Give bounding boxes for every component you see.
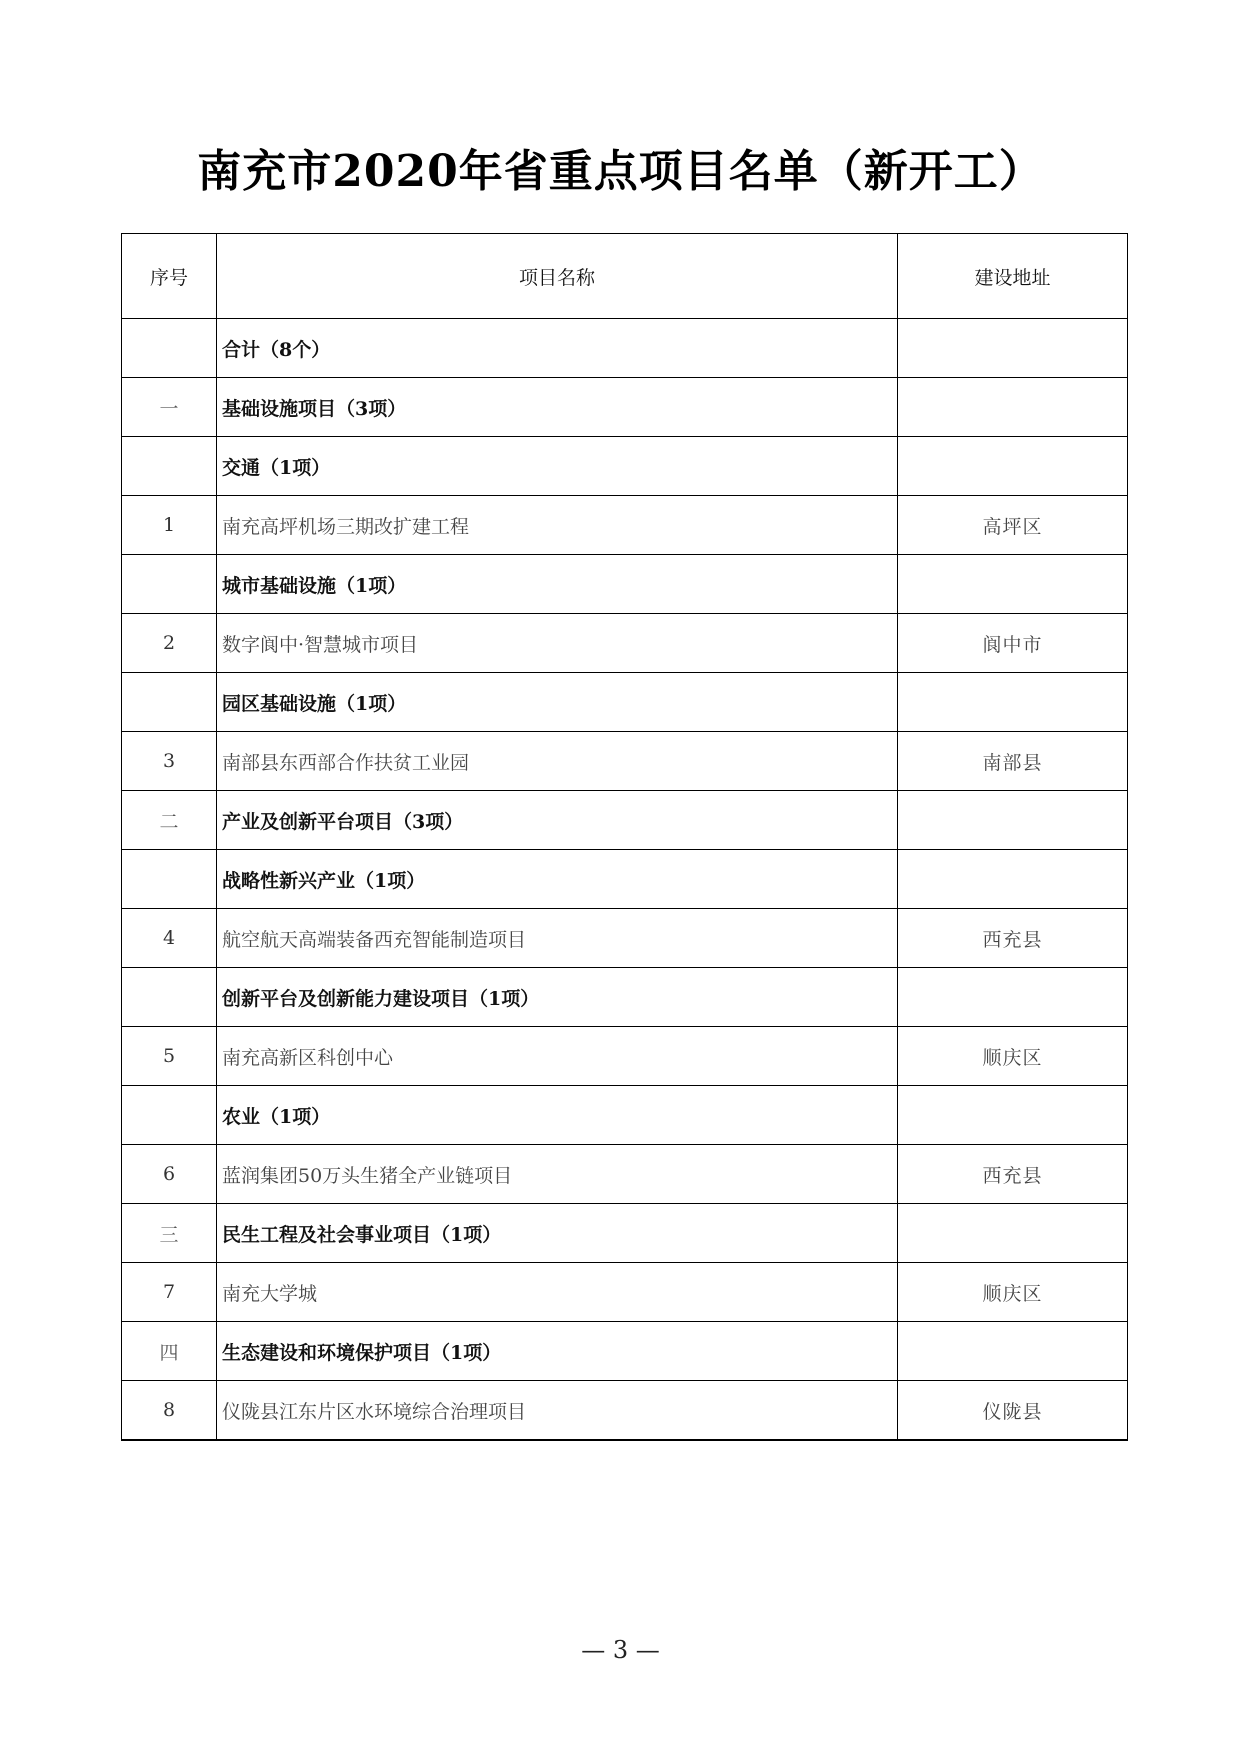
table-row-subcategory	[122, 850, 1128, 909]
cell-project-name: 创新平台及创新能力建设项目（1项）	[217, 968, 898, 1027]
cell-location: 西充县	[898, 1145, 1128, 1204]
cell-project-name: 城市基础设施（1项）	[217, 555, 898, 614]
cell-location	[898, 1322, 1128, 1381]
cell-serial-number: 一	[122, 378, 217, 437]
cell-project-name: 蓝润集团50万头生猪全产业链项目	[217, 1145, 898, 1204]
cell-project-name: 南充高坪机场三期改扩建工程	[217, 496, 898, 555]
cell-project-name: 南充大学城	[217, 1263, 898, 1322]
cell-serial-number: 7	[122, 1263, 217, 1322]
cell-project-name: 南部县东西部合作扶贫工业园	[217, 732, 898, 791]
cell-serial-number	[122, 1086, 217, 1145]
cell-project-name: 民生工程及社会事业项目（1项）	[217, 1204, 898, 1263]
cell-location	[898, 968, 1128, 1027]
cell-serial-number: 二	[122, 791, 217, 850]
cell-location: 西充县	[898, 909, 1128, 968]
cell-project-name: 园区基础设施（1项）	[217, 673, 898, 732]
cell-serial-number: 2	[122, 614, 217, 673]
cell-serial-number	[122, 968, 217, 1027]
table-row	[122, 1145, 1128, 1204]
cell-serial-number: 3	[122, 732, 217, 791]
cell-location	[898, 555, 1128, 614]
cell-location: 南部县	[898, 732, 1128, 791]
header-serial-number: 序号	[122, 234, 217, 319]
table-row-subcategory	[122, 968, 1128, 1027]
cell-serial-number: 6	[122, 1145, 217, 1204]
project-table	[121, 233, 1128, 1441]
cell-serial-number	[122, 319, 217, 378]
cell-project-name: 仪陇县江东片区水环境综合治理项目	[217, 1381, 898, 1441]
cell-project-name: 数字阆中·智慧城市项目	[217, 614, 898, 673]
cell-project-name: 战略性新兴产业（1项）	[217, 850, 898, 909]
cell-serial-number: 1	[122, 496, 217, 555]
table-header-row	[122, 234, 1128, 319]
cell-serial-number	[122, 437, 217, 496]
cell-serial-number: 三	[122, 1204, 217, 1263]
cell-location	[898, 673, 1128, 732]
table-row-category	[122, 378, 1128, 437]
header-location: 建设地址	[898, 234, 1128, 319]
page-number: — 3 —	[581, 1636, 660, 1664]
cell-location	[898, 1204, 1128, 1263]
cell-project-name: 航空航天高端装备西充智能制造项目	[217, 909, 898, 968]
table-row	[122, 909, 1128, 968]
cell-serial-number	[122, 555, 217, 614]
cell-project-name: 生态建设和环境保护项目（1项）	[217, 1322, 898, 1381]
table-row-subcategory	[122, 555, 1128, 614]
table-row-category	[122, 1322, 1128, 1381]
cell-location: 顺庆区	[898, 1263, 1128, 1322]
table-row-subcategory	[122, 1086, 1128, 1145]
table-row	[122, 496, 1128, 555]
table-row-category	[122, 791, 1128, 850]
cell-project-name: 基础设施项目（3项）	[217, 378, 898, 437]
cell-serial-number: 四	[122, 1322, 217, 1381]
cell-serial-number	[122, 673, 217, 732]
cell-location: 阆中市	[898, 614, 1128, 673]
cell-location: 顺庆区	[898, 1027, 1128, 1086]
cell-project-name: 南充高新区科创中心	[217, 1027, 898, 1086]
table-row	[122, 732, 1128, 791]
table-row	[122, 1381, 1128, 1441]
cell-location	[898, 319, 1128, 378]
cell-serial-number: 4	[122, 909, 217, 968]
cell-location	[898, 437, 1128, 496]
table-row-subcategory	[122, 437, 1128, 496]
table-row	[122, 614, 1128, 673]
table-row	[122, 1263, 1128, 1322]
cell-project-name: 农业（1项）	[217, 1086, 898, 1145]
cell-location	[898, 1086, 1128, 1145]
cell-serial-number: 5	[122, 1027, 217, 1086]
cell-project-name: 合计（8个）	[217, 319, 898, 378]
header-project-name: 项目名称	[217, 234, 898, 319]
cell-location	[898, 791, 1128, 850]
cell-location	[898, 378, 1128, 437]
cell-location: 仪陇县	[898, 1381, 1128, 1441]
table-row-total	[122, 319, 1128, 378]
cell-location: 高坪区	[898, 496, 1128, 555]
cell-project-name: 交通（1项）	[217, 437, 898, 496]
cell-location	[898, 850, 1128, 909]
cell-serial-number: 8	[122, 1381, 217, 1441]
cell-project-name: 产业及创新平台项目（3项）	[217, 791, 898, 850]
page-title: 南充市2020年省重点项目名单（新开工）	[197, 146, 1044, 197]
table-row-subcategory	[122, 673, 1128, 732]
table-row-category	[122, 1204, 1128, 1263]
table-row	[122, 1027, 1128, 1086]
cell-serial-number	[122, 850, 217, 909]
